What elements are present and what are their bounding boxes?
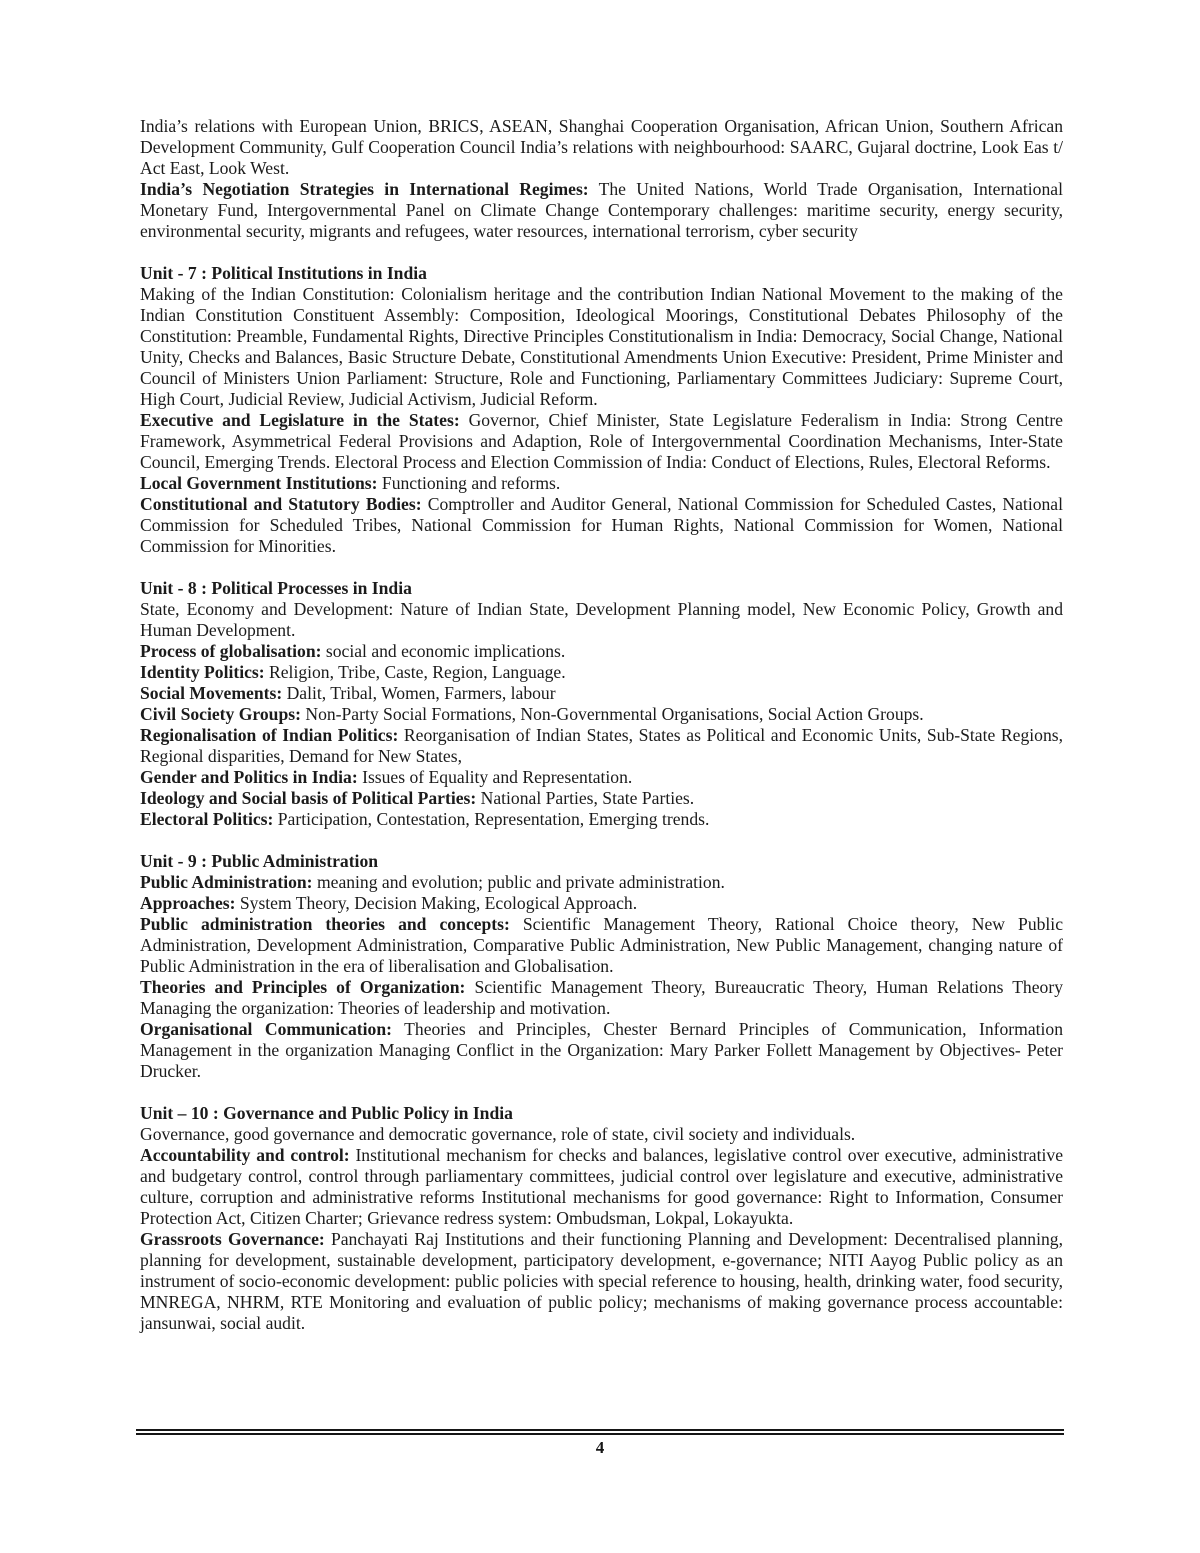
paragraph-lead-in: Social Movements: [140, 683, 283, 703]
paragraph-lead-in: Public Administration: [140, 872, 313, 892]
syllabus-paragraph: Electoral Politics: Participation, Contestation, Representation, Emerging trends. [140, 809, 710, 829]
syllabus-paragraph: Local Government Institutions: Functioning and reforms. [140, 473, 561, 493]
paragraph-lead-in: Electoral Politics: [140, 809, 274, 829]
syllabus-paragraph: India’s relations with European Union, BRICS, ASEAN, Shanghai Cooperation Organisation, African Union, Southern African Development Community, Gulf Cooperation Council India’s relations with neighbourhood: SAARC, Gujaral doctrine, Look Eas t/ Act East, Look West. [140, 116, 1063, 178]
syllabus-paragraph: Grassroots Governance: Panchayati Raj Institutions and their functioning Planning and Development: Decentralised planning, planning for development, sustainable development, participatory development, e-governance; NITI Aayog Public policy as an instrument of socio-economic development: public policies with special reference to housing, health, drinking water, food security, MNREGA, NHRM, RTE Monitoring and evaluation of public policy; mechanisms of making governance process accountable: jansunwai, social audit. [140, 1229, 1063, 1333]
syllabus-paragraph: India’s Negotiation Strategies in International Regimes: The United Nations, World Trade Organisation, International Monetary Fund, Intergovernmental Panel on Climate Change Contemporary challenges: maritime security, energy security, environmental security, migrants and refugees, water resources, international terrorism, cyber security [140, 179, 1063, 241]
paragraph-lead-in: Constitutional and Statutory Bodies: [140, 494, 422, 514]
unit-heading: Unit - 7 : Political Institutions in India [140, 263, 427, 283]
paragraph-lead-in: Accountability and control: [140, 1145, 350, 1165]
syllabus-paragraph: Social Movements: Dalit, Tribal, Women, Farmers, labour [140, 683, 556, 703]
unit-heading: Unit – 10 : Governance and Public Policy in India [140, 1103, 513, 1123]
syllabus-paragraph: Civil Society Groups: Non-Party Social Formations, Non-Governmental Organisations, Social Action Groups. [140, 704, 924, 724]
syllabus-paragraph: Organisational Communication: Theories and Principles, Chester Bernard Principles of Communication, Information Management in the organization Managing Conflict in the Organization: Mary Parker Follett Management by Objectives- Peter Drucker. [140, 1019, 1063, 1081]
paragraph-lead-in: Process of globalisation: [140, 641, 322, 661]
unit-heading: Unit - 8 : Political Processes in India [140, 578, 412, 598]
paragraph-lead-in: Local Government Institutions: [140, 473, 378, 493]
syllabus-paragraph: Making of the Indian Constitution: Colonialism heritage and the contribution Indian National Movement to the making of the Indian Constitution Constituent Assembly: Composition, Ideological Moorings, Constitutional Debates Philosophy of the Constitution: Preamble, Fundamental Rights, Directive Principles Constitutionalism in India: Democracy, Social Change, National Unity, Checks and Balances, Basic Structure Debate, Constitutional Amendments Union Executive: President, Prime Minister and Council of Ministers Union Parliament: Structure, Role and Functioning, Parliamentary Committees Judiciary: Supreme Court, High Court, Judicial Review, Judicial Activism, Judicial Reform. [140, 284, 1063, 409]
syllabus-paragraph: Approaches: System Theory, Decision Making, Ecological Approach. [140, 893, 638, 913]
syllabus-paragraph: Public administration theories and concepts: Scientific Management Theory, Rational Choice theory, New Public Administration, Development Administration, Comparative Public Administration, New Public Management, changing nature of Public Administration in the era of liberalisation and Globalisation. [140, 914, 1064, 976]
paragraph-lead-in: Identity Politics: [140, 662, 265, 682]
paragraph-lead-in: Organisational Communication: [140, 1019, 392, 1039]
paragraph-lead-in: Public administration theories and concepts: [140, 914, 510, 934]
syllabus-paragraph: Public Administration: meaning and evolution; public and private administration. [140, 872, 725, 892]
syllabus-block [140, 578, 1063, 830]
syllabus-paragraph: Ideology and Social basis of Political Parties: National Parties, State Parties. [140, 788, 695, 808]
syllabus-paragraph: Constitutional and Statutory Bodies: Comptroller and Auditor General, National Commission for Scheduled Castes, National Commission for Scheduled Tribes, National Commission for Human Rights, National Commission for Women, National Commission for Minorities. [140, 494, 1063, 556]
paragraph-lead-in: Theories and Principles of Organization: [140, 977, 466, 997]
syllabus-paragraph: Identity Politics: Religion, Tribe, Caste, Region, Language. [140, 662, 566, 682]
syllabus-block [140, 1103, 1063, 1334]
syllabus-block [140, 116, 1063, 242]
syllabus-paragraph: Governance, good governance and democratic governance, role of state, civil society and individuals. [140, 1124, 856, 1144]
syllabus-paragraph: State, Economy and Development: Nature of Indian State, Development Planning model, New Economic Policy, Growth and Human Development. [140, 599, 1063, 640]
paragraph-lead-in: India’s Negotiation Strategies in International Regimes: [140, 179, 589, 199]
syllabus-paragraph: Theories and Principles of Organization: Scientific Management Theory, Bureaucratic Theory, Human Relations Theory Managing the organization: Theories of leadership and motivation. [140, 977, 1063, 1018]
syllabus-block [140, 851, 1063, 1082]
syllabus-paragraph: Accountability and control: Institutional mechanism for checks and balances, legislative control over executive, administrative and budgetary control, control through parliamentary committees, judicial control over legislature and executive, administrative culture, corruption and administrative reforms Institutional mechanisms for good governance: Right to Information, Consumer Protection Act, Citizen Charter; Grievance redress system: Ombudsman, Lokpal, Lokayukta. [140, 1145, 1064, 1228]
paragraph-lead-in: Grassroots Governance: [140, 1229, 325, 1249]
document-content [140, 116, 1063, 1334]
footer-divider [136, 1429, 1064, 1435]
paragraph-lead-in: Regionalisation of Indian Politics: [140, 725, 399, 745]
syllabus-paragraph: Gender and Politics in India: Issues of Equality and Representation. [140, 767, 633, 787]
unit-heading: Unit - 9 : Public Administration [140, 851, 379, 871]
paragraph-lead-in: Ideology and Social basis of Political Parties: [140, 788, 477, 808]
page-number: 4 [595, 1438, 605, 1457]
syllabus-block [140, 263, 1063, 557]
page-footer [136, 1429, 1064, 1458]
syllabus-paragraph: Executive and Legislature in the States: Governor, Chief Minister, State Legislature Federalism in India: Strong Centre Framework, Asymmetrical Federal Provisions and Adaption, Role of Intergovernmental Coordination Mechanisms, Inter-State Council, Emerging Trends. Electoral Process and Election Commission of India: Conduct of Elections, Rules, Electoral Reforms. [140, 410, 1063, 472]
syllabus-paragraph: Regionalisation of Indian Politics: Reorganisation of Indian States, States as Political and Economic Units, Sub-State Regions, Regional disparities, Demand for New States, [140, 725, 1063, 766]
paragraph-lead-in: Gender and Politics in India: [140, 767, 358, 787]
syllabus-paragraph: Process of globalisation: social and economic implications. [140, 641, 566, 661]
paragraph-lead-in: Executive and Legislature in the States: [140, 410, 460, 430]
paragraph-lead-in: Approaches: [140, 893, 236, 913]
paragraph-lead-in: Civil Society Groups: [140, 704, 301, 724]
